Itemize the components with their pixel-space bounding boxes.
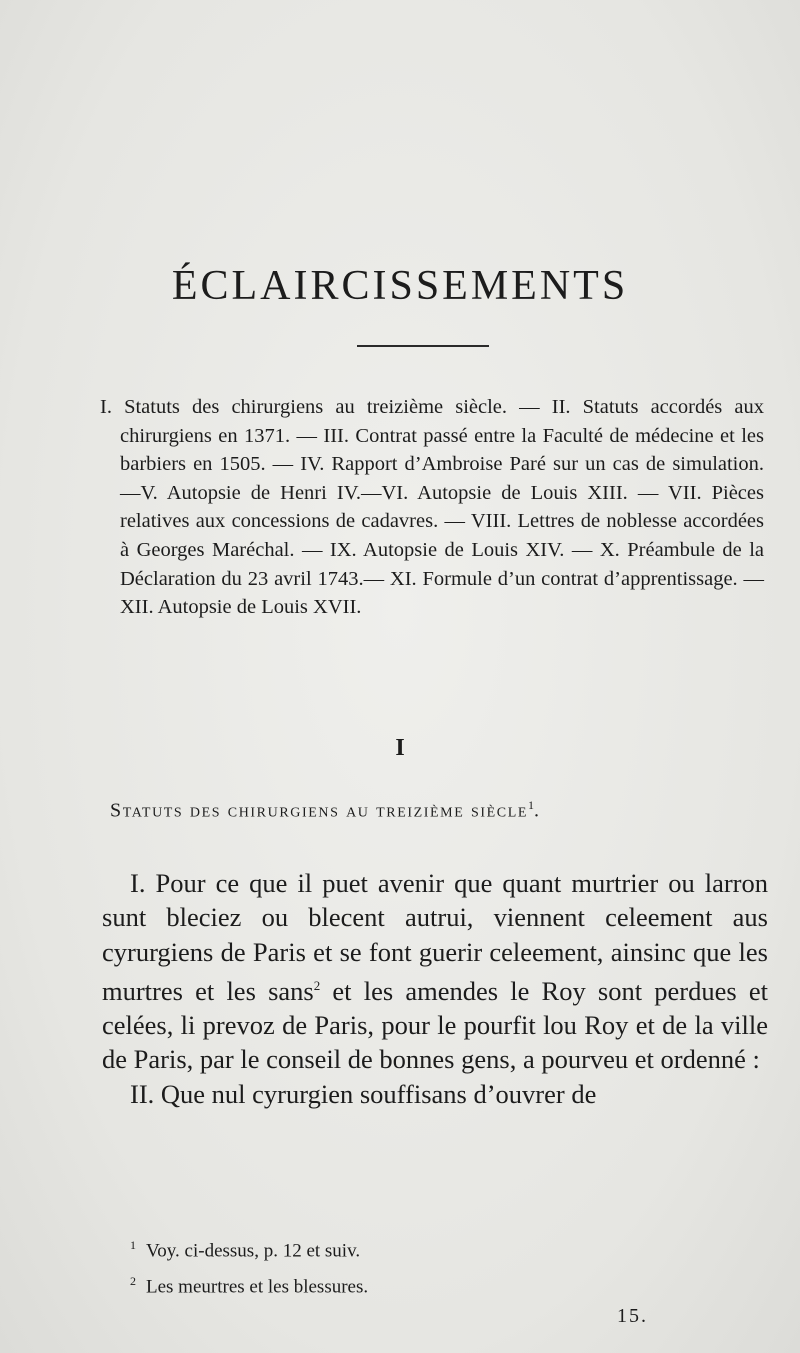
paragraph-1-part-b: et les amendes le Roy sont perdues et celées, li prevoz de Paris, pour le pourfit lou Roy et de la ville de Paris, par le conseil de bonnes gens, a pourveu et ordenné : — [102, 975, 768, 1075]
section-heading-text: Statuts des chirurgiens au treizième siècle — [110, 799, 529, 822]
page-title: ÉCLAIRCISSEMENTS — [171, 263, 629, 309]
paragraph-1-part-a: I. Pour ce que il puet avenir que quant murtrier ou larron sunt bleciez ou blecent autrui, viennent celeement aus cyrurgiens de Paris et se font guerir celeement, ainsinc que les murtres et les sans — [102, 868, 768, 1006]
footnote-ref-2: 2 — [313, 977, 321, 993]
contents-summary — [100, 393, 764, 622]
section-heading-note: 1 — [528, 798, 535, 812]
section-heading — [110, 798, 770, 823]
footnote-2-text: Les meurtres et les blessures. — [146, 1276, 369, 1298]
footnote-1-text: Voy. ci-dessus, p. 12 et suiv. — [146, 1240, 361, 1262]
section-heading-end: . — [534, 799, 541, 822]
footnote-2-mark: 2 — [130, 1274, 136, 1289]
paragraph-1 — [102, 866, 768, 1077]
footnote-1 — [130, 1230, 690, 1266]
page-number: 15. — [617, 1305, 648, 1327]
summary-text: I. Statuts des chirurgiens au treizième siècle. — II. Statuts accordés aux chirurgiens en 1371. — III. Contrat passé entre la Faculté de médecine et les barbiers en 1505. — IV. Rapport d’Ambroise Paré sur un cas de simulation. —V. Autopsie de Henri IV.—VI. Autopsie de Louis XIII. — VII. Pièces relatives aux concessions de cadavres. — VIII. Lettres de noblesse accordées à Georges Maréchal. — IX. Autopsie de Louis XIV. — X. Préambule de la Déclaration du 23 avril 1743.— XI. Formule d’un contrat d’apprentissage. — XII. Autopsie de Louis XVII. — [100, 396, 764, 619]
footnote-2 — [130, 1266, 690, 1302]
paragraph-2: II. Que nul cyrurgien souffisans d’ouvrer de — [130, 1078, 597, 1109]
footnotes — [130, 1230, 690, 1303]
body-text — [102, 866, 768, 1111]
title-rule — [357, 345, 489, 347]
section-number: I — [395, 735, 405, 761]
footnote-1-mark: 1 — [130, 1238, 136, 1252]
